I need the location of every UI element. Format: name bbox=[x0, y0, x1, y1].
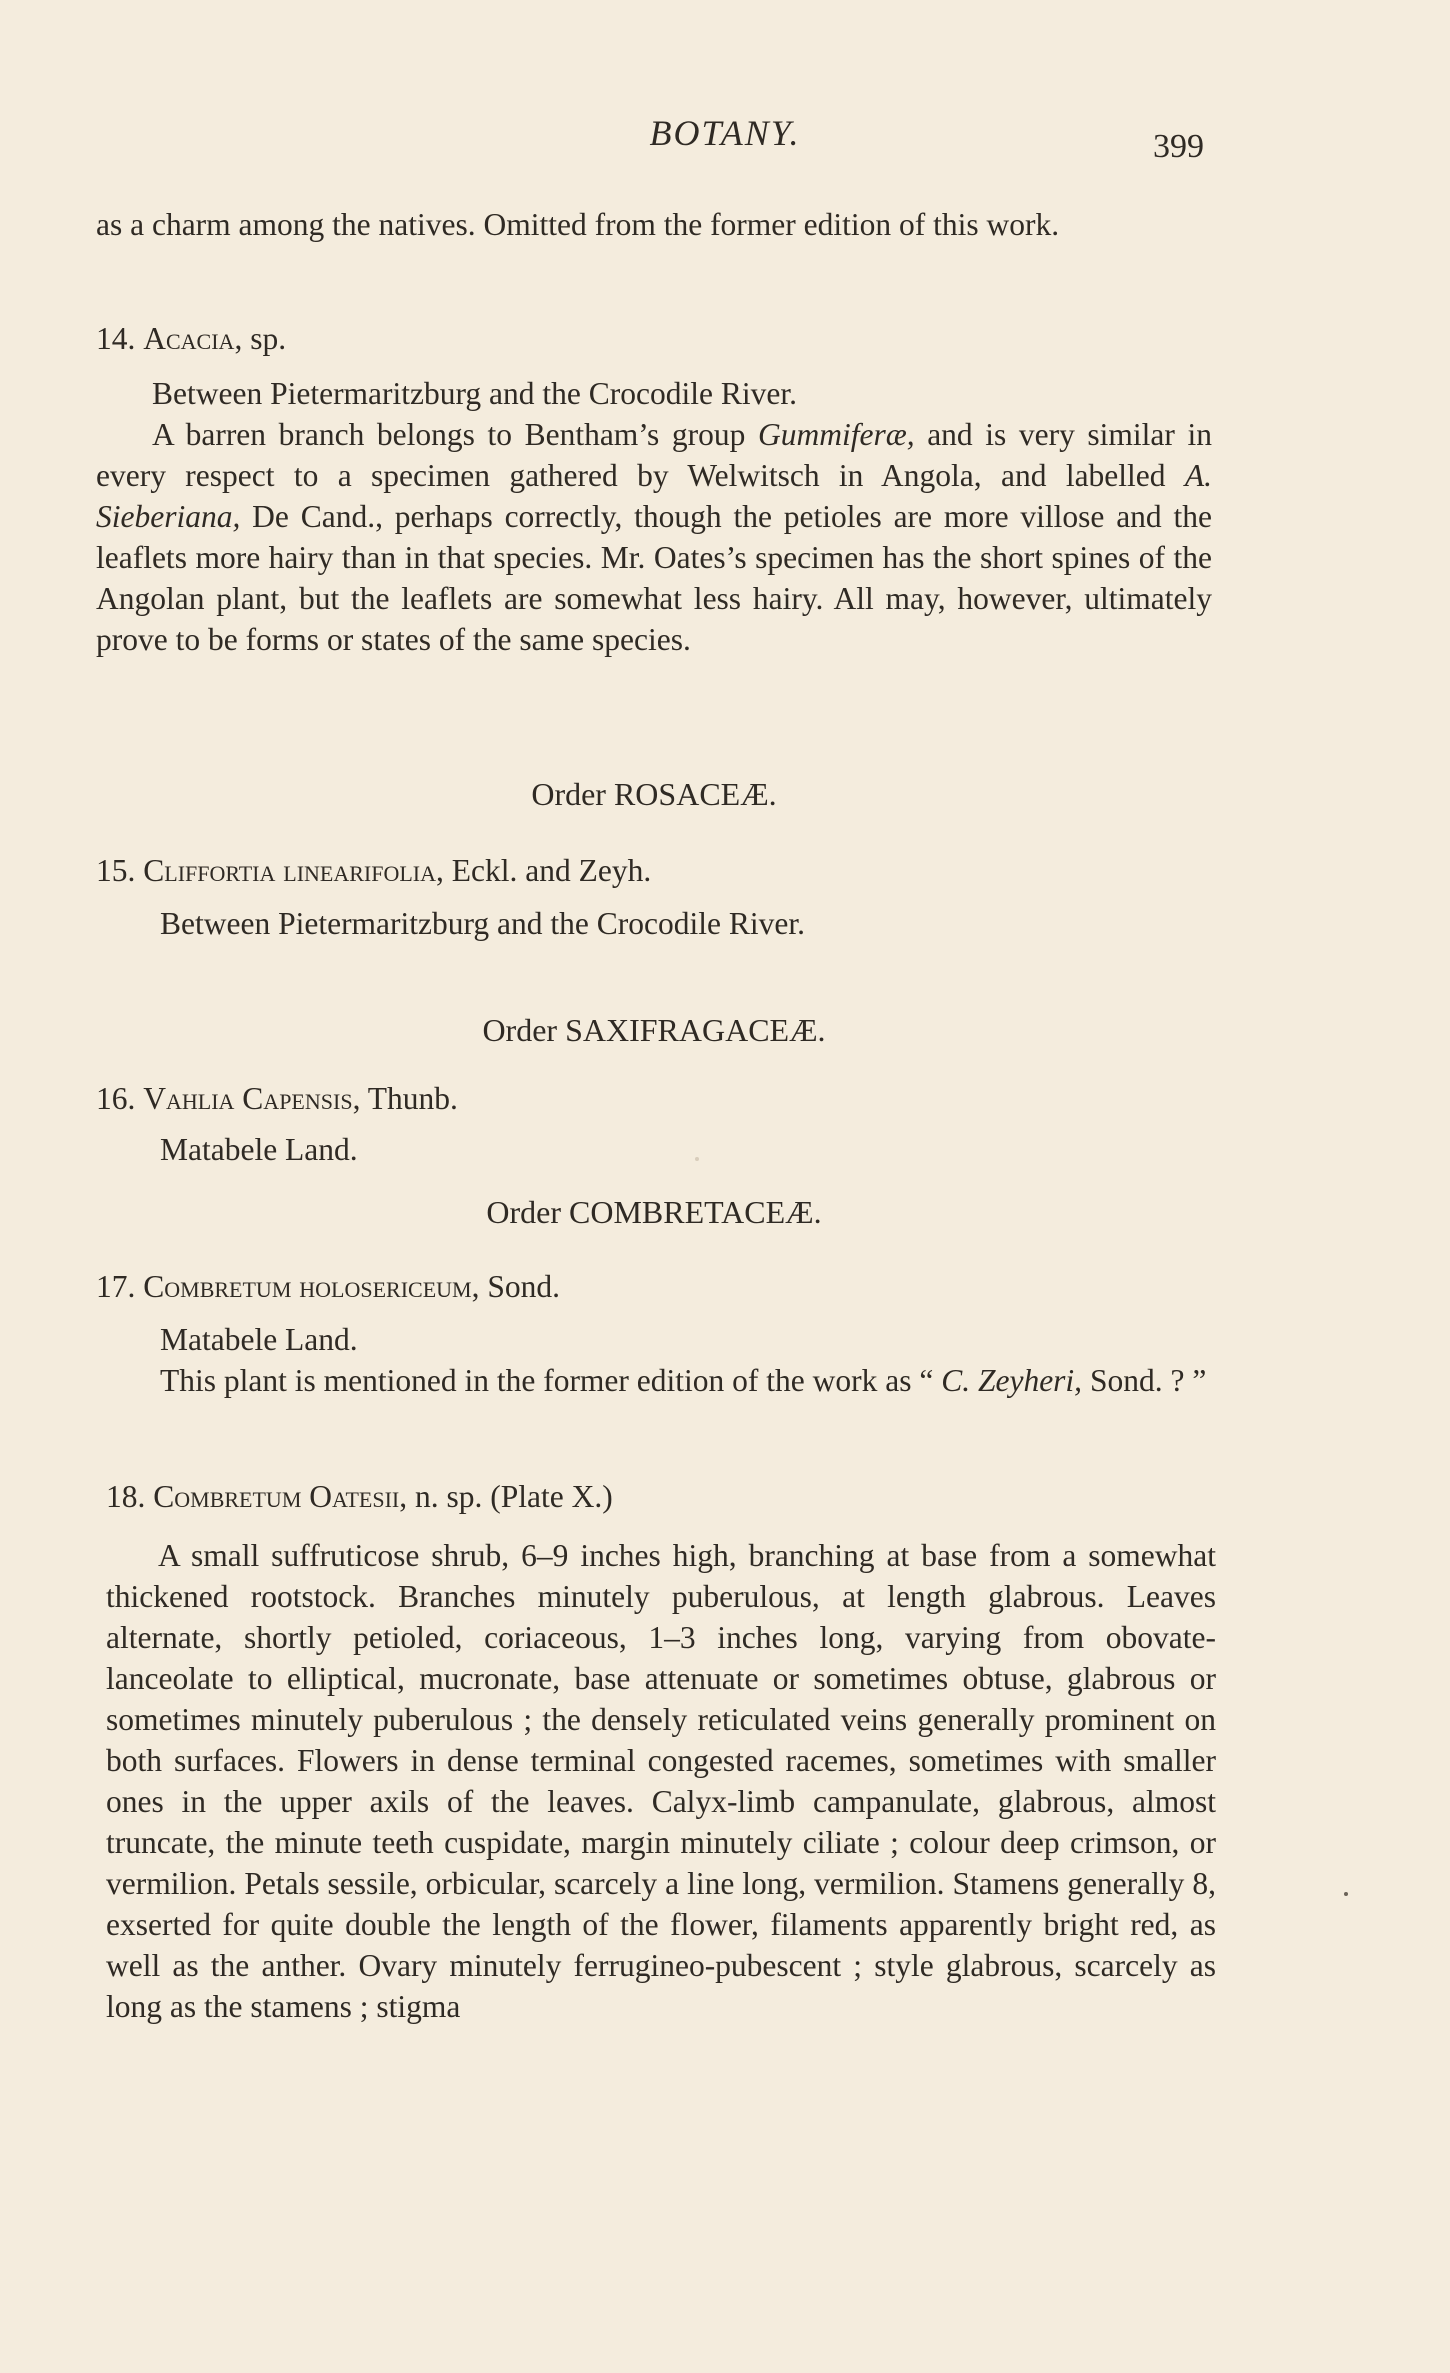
entry-14-name: Acacia bbox=[143, 321, 235, 356]
entry-14-heading bbox=[96, 318, 1212, 359]
scan-speck bbox=[1344, 1892, 1348, 1896]
entry-14-locality: Between Pietermaritzburg and the Crocodile River. bbox=[152, 376, 797, 411]
entry-16-number: 16. bbox=[96, 1081, 136, 1116]
entry-16-name: Vahlia Capensis bbox=[143, 1081, 353, 1116]
intro-paragraph bbox=[96, 204, 1212, 245]
entry-15-name: Cliffortia linearifolia bbox=[143, 853, 437, 888]
entry-16-heading bbox=[96, 1078, 1212, 1119]
entry-18-description: A small suffruticose shrub, 6–9 inches high, branching at base from a somewhat thickened rootstock. Branches minutely puberulous, at length glabrous. Leaves alternate, shortly petioled, coriaceous, 1–3 inches long, varying from obovate-lanceolate to elliptical, mucronate, base attenuate or sometimes obtuse, glabrous or sometimes minutely puberulous ; the densely reticulated veins generally prominent on both surfaces. Flowers in dense terminal congested racemes, sometimes with smaller ones in the upper axils of the leaves. Calyx-limb campanulate, glabrous, almost truncate, the minute teeth cuspidate, margin minutely ciliate ; colour deep crimson, or vermilion. Petals sessile, orbicular, scarcely a line long, vermilion. Stamens generally 8, exserted for quite double the length of the flower, filaments apparently bright red, as well as the anther. Ovary minutely ferrugineo-pubescent ; style glabrous, scarcely as long as the stamens ; stigma bbox=[106, 1538, 1216, 2024]
entry-17-note-italic: C. Zeyheri, bbox=[941, 1363, 1083, 1398]
entry-14-number: 14. bbox=[96, 321, 136, 356]
entry-17-note bbox=[96, 1360, 1212, 1401]
order-combretaceae-block bbox=[96, 1192, 1212, 1233]
running-head bbox=[0, 112, 1450, 165]
entry-18-heading bbox=[106, 1476, 1216, 1517]
entry-14-authority: , sp. bbox=[234, 321, 287, 356]
entry-15-heading bbox=[96, 850, 1212, 891]
entry-18-authority: , n. sp. (Plate X.) bbox=[399, 1479, 613, 1514]
page-number: 399 bbox=[1153, 128, 1204, 165]
order-saxifragaceae-block bbox=[96, 1010, 1212, 1051]
entry-14-desc-part3: De Cand., perhaps correctly, though the petioles are more villose and the leaflets more hairy than in that species. Mr. Oates’s specimen has the short spines of the Angolan plant, but the leaflets are somewhat less hairy. All may, however, ultimately prove to be forms or states of the same species. bbox=[96, 499, 1212, 657]
entry-17-note-part1: This plant is mentioned in the former edition of the work as “ bbox=[160, 1363, 942, 1398]
entry-17-name: Combretum holosericeum bbox=[143, 1269, 472, 1304]
entry-15 bbox=[96, 850, 1212, 944]
entry-17-locality: Matabele Land. bbox=[160, 1322, 358, 1357]
order-saxifragaceae-heading: Order SAXIFRAGACEÆ. bbox=[482, 1012, 826, 1048]
entry-15-number: 15. bbox=[96, 853, 136, 888]
entry-17-note-part2: Sond. ? ” bbox=[1082, 1363, 1207, 1398]
entry-16-authority: , Thunb. bbox=[352, 1081, 458, 1116]
running-title: BOTANY. bbox=[649, 113, 801, 153]
order-rosaceae-heading: Order ROSACEÆ. bbox=[531, 776, 777, 812]
entry-16-locality: Matabele Land. bbox=[160, 1132, 358, 1167]
entry-16 bbox=[96, 1078, 1212, 1170]
scan-speck bbox=[695, 1157, 699, 1161]
entry-18-name: Combretum Oatesii bbox=[153, 1479, 400, 1514]
entry-15-authority: , Eckl. and Zeyh. bbox=[436, 853, 652, 888]
entry-18-number: 18. bbox=[106, 1479, 146, 1514]
order-combretaceae-heading: Order COMBRETACEÆ. bbox=[486, 1194, 822, 1230]
entry-18 bbox=[106, 1476, 1216, 2027]
entry-14-desc-italic2: A. Sieberiana, bbox=[96, 458, 1212, 534]
entry-17-number: 17. bbox=[96, 1269, 136, 1304]
entry-14-description bbox=[96, 414, 1212, 660]
entry-14-desc-part1: A barren branch belongs to Bentham’s group bbox=[152, 417, 758, 452]
entry-17 bbox=[96, 1266, 1212, 1401]
entry-17-authority: , Sond. bbox=[471, 1269, 561, 1304]
entry-17-heading bbox=[96, 1266, 1212, 1307]
entry-14 bbox=[96, 318, 1212, 660]
entry-14-desc-italic1: Gummiferæ, bbox=[757, 417, 915, 452]
intro-text: as a charm among the natives. Omitted from the former edition of this work. bbox=[96, 207, 1060, 242]
order-rosaceae-block bbox=[96, 774, 1212, 815]
entry-14-desc-part2: and is very similar in every respect to a specimen gathered by Welwitsch in Angola, and labelled bbox=[96, 417, 1212, 493]
entry-15-locality: Between Pietermaritzburg and the Crocodile River. bbox=[160, 906, 805, 941]
